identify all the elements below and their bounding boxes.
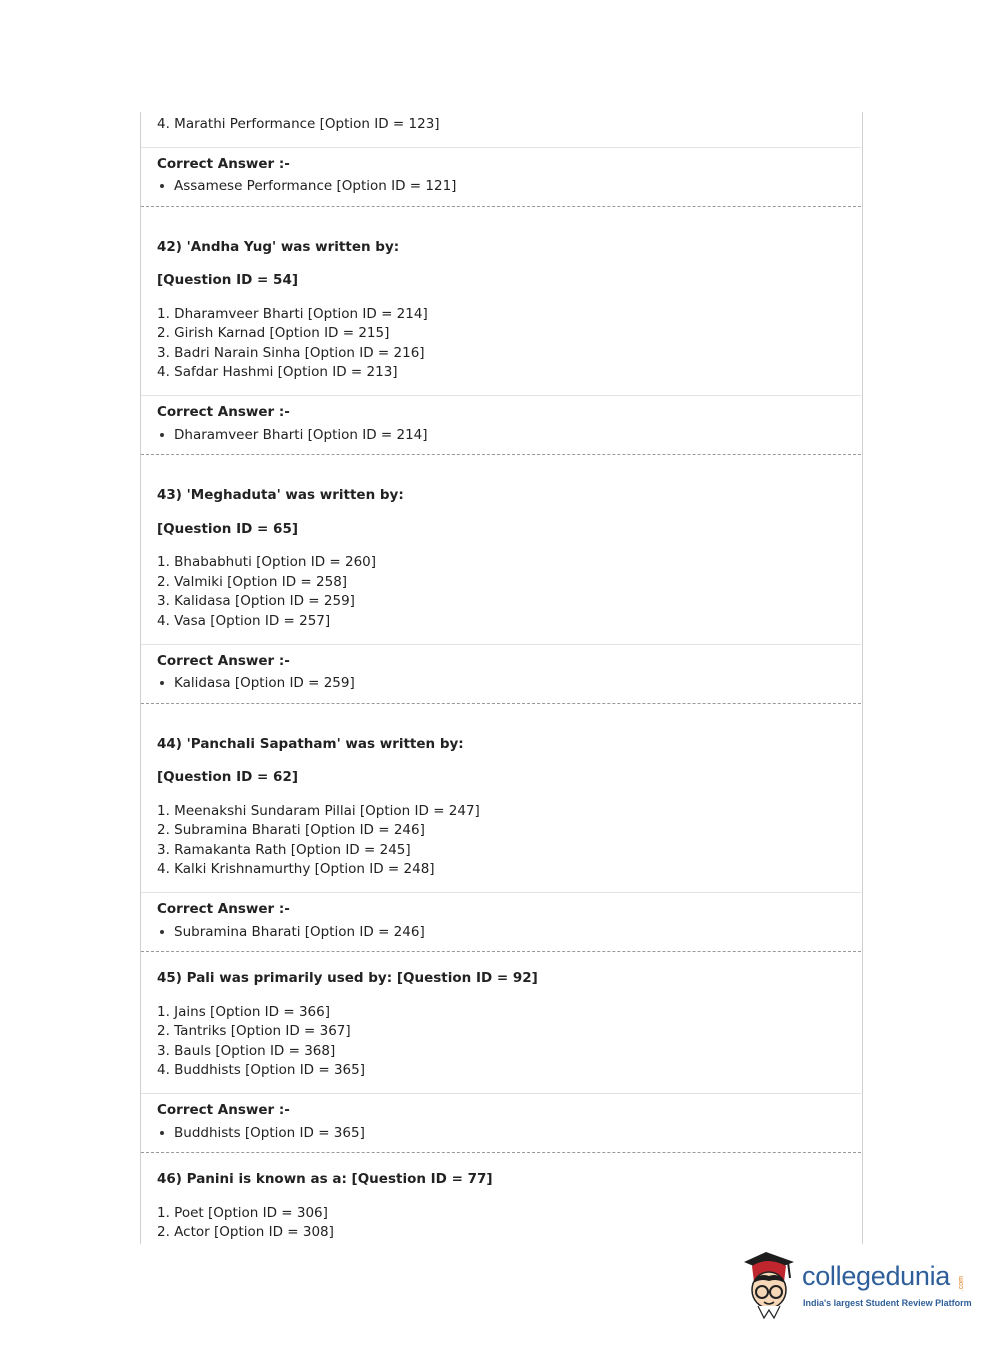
q43-correct-answer: Kalidasa [Option ID = 259]: [174, 675, 355, 691]
divider: [141, 644, 861, 645]
divider: [141, 1093, 861, 1094]
q46-option-1: 1. Poet [Option ID = 306]: [157, 1205, 328, 1221]
collegedunia-logo-suffix: .com: [958, 1276, 965, 1292]
question-separator: [141, 206, 861, 207]
q41-option-4: 4. Marathi Performance [Option ID = 123]: [157, 116, 440, 132]
collegedunia-logo-text: collegedunia: [802, 1261, 951, 1291]
q44-correct-answer-label: Correct Answer :-: [157, 901, 290, 917]
q42-option-3: 3. Badri Narain Sinha [Option ID = 216]: [157, 345, 425, 361]
divider: [141, 395, 861, 396]
q42-option-4: 4. Safdar Hashmi [Option ID = 213]: [157, 364, 398, 380]
q42-question-id: [Question ID = 54]: [157, 272, 299, 288]
q46-option-2: 2. Actor [Option ID = 308]: [157, 1224, 334, 1240]
q43-option-1: 1. Bhababhuti [Option ID = 260]: [157, 554, 377, 570]
divider: [141, 147, 861, 148]
question-separator: [141, 951, 861, 952]
question-separator: [141, 454, 861, 455]
q42-correct-answer-label: Correct Answer :-: [157, 404, 290, 420]
q44-option-3: 3. Ramakanta Rath [Option ID = 245]: [157, 842, 411, 858]
collegedunia-tagline: India's largest Student Review Platform: [803, 1298, 972, 1308]
q44-question-id: [Question ID = 62]: [157, 769, 299, 785]
question-separator: [141, 703, 861, 704]
q46-title: 46) Panini is known as a: [Question ID = 77]: [157, 1171, 493, 1187]
divider: [141, 892, 861, 893]
q45-title: 45) Pali was primarily used by: [Question ID = 92]: [157, 970, 538, 986]
q45-option-4: 4. Buddhists [Option ID = 365]: [157, 1062, 366, 1078]
q43-option-4: 4. Vasa [Option ID = 257]: [157, 613, 331, 629]
q43-question-id: [Question ID = 65]: [157, 521, 299, 537]
q41-correct-answer-label: Correct Answer :-: [157, 156, 290, 172]
q44-correct-answer: Subramina Bharati [Option ID = 246]: [174, 924, 425, 940]
question-separator: [141, 1152, 861, 1153]
q45-correct-answer: Buddhists [Option ID = 365]: [174, 1125, 365, 1141]
q43-option-3: 3. Kalidasa [Option ID = 259]: [157, 593, 355, 609]
q44-option-2: 2. Subramina Bharati [Option ID = 246]: [157, 822, 425, 838]
q42-correct-answer: Dharamveer Bharti [Option ID = 214]: [174, 427, 428, 443]
q42-option-2: 2. Girish Karnad [Option ID = 215]: [157, 325, 390, 341]
q44-option-4: 4. Kalki Krishnamurthy [Option ID = 248]: [157, 861, 435, 877]
q44-option-1: 1. Meenakshi Sundaram Pillai [Option ID = 247]: [157, 803, 480, 819]
q43-correct-answer-label: Correct Answer :-: [157, 653, 290, 669]
q43-option-2: 2. Valmiki [Option ID = 258]: [157, 574, 348, 590]
q44-title: 44) 'Panchali Sapatham' was written by:: [157, 736, 464, 752]
q43-title: 43) 'Meghaduta' was written by:: [157, 487, 404, 503]
q45-option-1: 1. Jains [Option ID = 366]: [157, 1004, 330, 1020]
q45-option-3: 3. Bauls [Option ID = 368]: [157, 1043, 336, 1059]
q42-option-1: 1. Dharamveer Bharti [Option ID = 214]: [157, 306, 428, 322]
q41-correct-answer: Assamese Performance [Option ID = 121]: [174, 178, 457, 194]
q42-title: 42) 'Andha Yug' was written by:: [157, 239, 400, 255]
q45-correct-answer-label: Correct Answer :-: [157, 1102, 290, 1118]
q45-option-2: 2. Tantriks [Option ID = 367]: [157, 1023, 351, 1039]
